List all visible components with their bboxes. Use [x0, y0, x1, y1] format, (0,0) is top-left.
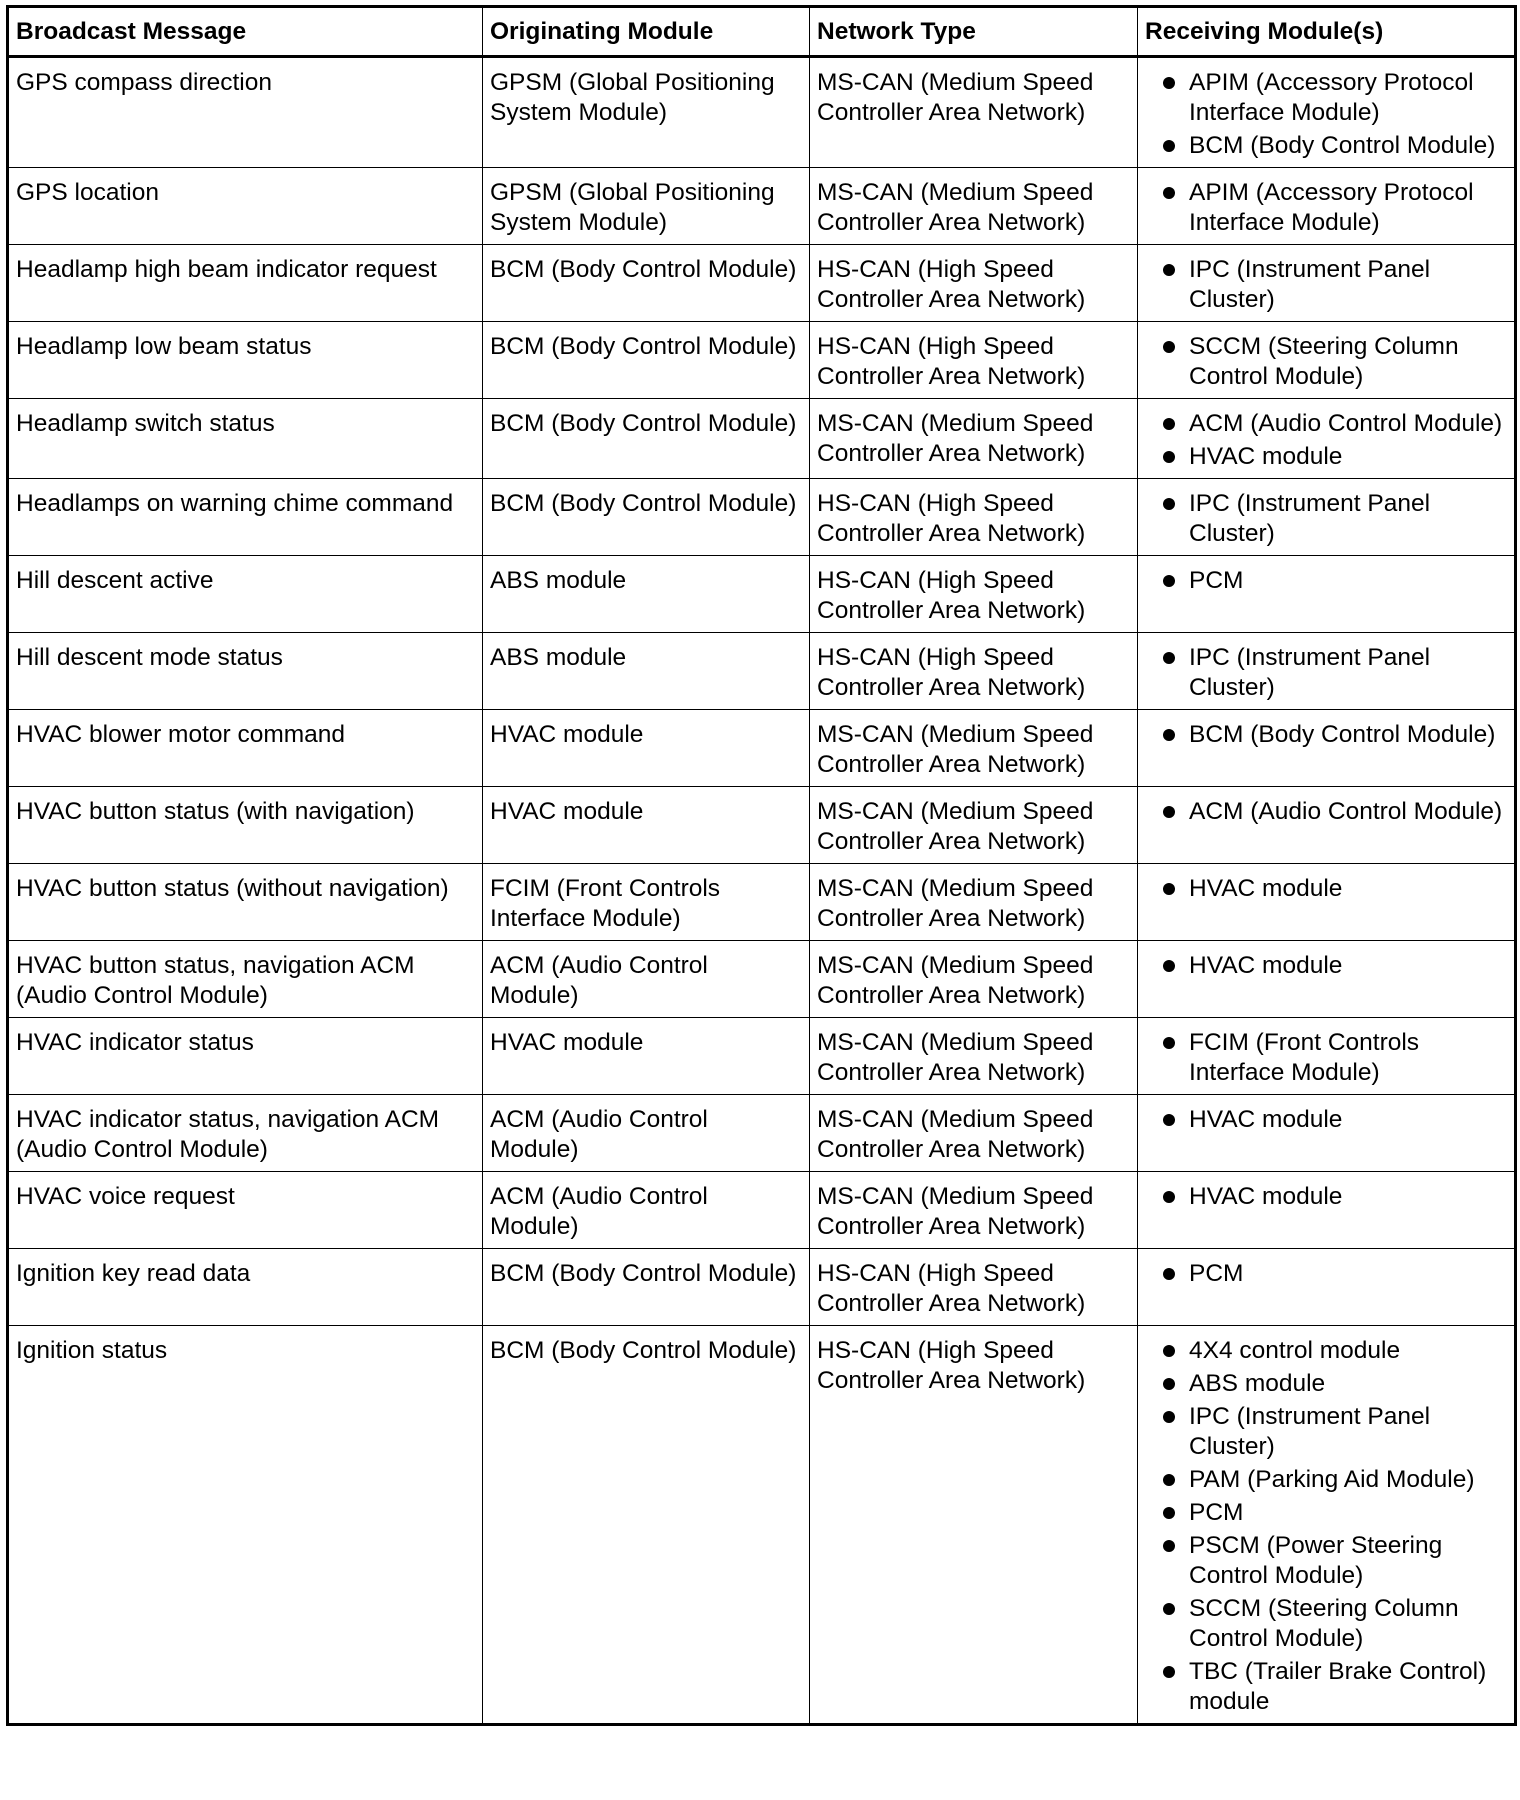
receiving-modules-cell: [1138, 633, 1516, 710]
receiving-modules-cell: [1138, 556, 1516, 633]
network-type-cell: MS-CAN (Medium Speed Controller Area Network): [810, 787, 1138, 864]
receiving-modules-list: [1145, 1028, 1508, 1088]
receiving-module-label: HVAC module: [1189, 443, 1343, 470]
receiving-module-label: PSCM (Power Steering Control Module): [1189, 1532, 1443, 1589]
table-row: [8, 633, 1516, 710]
bullet-icon: [1163, 418, 1175, 430]
receiving-module-label: HVAC module: [1189, 952, 1343, 979]
originating-module-cell: HVAC module: [483, 1018, 810, 1095]
bullet-icon: [1163, 1037, 1175, 1049]
originating-module-cell: GPSM (Global Positioning System Module): [483, 57, 810, 168]
broadcast-message-cell: Ignition key read data: [8, 1249, 483, 1326]
receiving-modules-cell: [1138, 479, 1516, 556]
broadcast-message-cell: HVAC button status, navigation ACM (Audio Control Module): [8, 941, 483, 1018]
receiving-modules-cell: [1138, 168, 1516, 245]
receiving-module-label: BCM (Body Control Module): [1189, 721, 1496, 748]
table-row: [8, 1095, 1516, 1172]
receiving-modules-list: [1145, 178, 1508, 238]
receiving-module-item: [1145, 131, 1508, 161]
receiving-modules-cell: [1138, 1018, 1516, 1095]
receiving-modules-cell: [1138, 1172, 1516, 1249]
receiving-modules-cell: [1138, 322, 1516, 399]
receiving-module-item: [1145, 1402, 1508, 1462]
bullet-icon: [1163, 652, 1175, 664]
table-row: [8, 941, 1516, 1018]
network-type-cell: MS-CAN (Medium Speed Controller Area Network): [810, 399, 1138, 479]
receiving-module-item: [1145, 255, 1508, 315]
receiving-module-label: PCM: [1189, 567, 1244, 594]
broadcast-message-cell: Hill descent mode status: [8, 633, 483, 710]
bullet-icon: [1163, 187, 1175, 199]
receiving-module-label: PCM: [1189, 1260, 1244, 1287]
broadcast-message-cell: Headlamp switch status: [8, 399, 483, 479]
network-type-cell: MS-CAN (Medium Speed Controller Area Network): [810, 710, 1138, 787]
receiving-modules-cell: [1138, 1326, 1516, 1725]
receiving-module-item: [1145, 566, 1508, 596]
header-network-type: Network Type: [810, 7, 1138, 57]
broadcast-message-cell: Headlamp high beam indicator request: [8, 245, 483, 322]
broadcast-message-cell: GPS location: [8, 168, 483, 245]
table-row: [8, 245, 1516, 322]
originating-module-cell: HVAC module: [483, 710, 810, 787]
receiving-modules-cell: [1138, 1095, 1516, 1172]
network-type-cell: HS-CAN (High Speed Controller Area Network): [810, 1326, 1138, 1725]
receiving-module-item: [1145, 68, 1508, 128]
network-type-cell: MS-CAN (Medium Speed Controller Area Network): [810, 1018, 1138, 1095]
receiving-modules-cell: [1138, 864, 1516, 941]
originating-module-cell: BCM (Body Control Module): [483, 1326, 810, 1725]
receiving-module-label: HVAC module: [1189, 1183, 1343, 1210]
network-type-cell: MS-CAN (Medium Speed Controller Area Network): [810, 864, 1138, 941]
broadcast-message-cell: Headlamp low beam status: [8, 322, 483, 399]
receiving-module-item: [1145, 1465, 1508, 1495]
bullet-icon: [1163, 498, 1175, 510]
receiving-module-item: [1145, 332, 1508, 392]
bullet-icon: [1163, 1666, 1175, 1678]
originating-module-cell: BCM (Body Control Module): [483, 1249, 810, 1326]
table-row: [8, 1172, 1516, 1249]
receiving-module-item: [1145, 951, 1508, 981]
originating-module-cell: BCM (Body Control Module): [483, 399, 810, 479]
receiving-module-item: [1145, 489, 1508, 549]
receiving-module-item: [1145, 874, 1508, 904]
receiving-modules-list: [1145, 68, 1508, 161]
bullet-icon: [1163, 883, 1175, 895]
table-row: [8, 1249, 1516, 1326]
network-type-cell: HS-CAN (High Speed Controller Area Network): [810, 556, 1138, 633]
receiving-modules-cell: [1138, 399, 1516, 479]
receiving-modules-cell: [1138, 710, 1516, 787]
receiving-modules-cell: [1138, 941, 1516, 1018]
network-type-cell: MS-CAN (Medium Speed Controller Area Network): [810, 1172, 1138, 1249]
broadcast-message-cell: Ignition status: [8, 1326, 483, 1725]
receiving-module-item: [1145, 1028, 1508, 1088]
bullet-icon: [1163, 451, 1175, 463]
table-row: [8, 168, 1516, 245]
receiving-modules-list: [1145, 566, 1508, 596]
receiving-module-item: [1145, 1657, 1508, 1717]
network-type-cell: HS-CAN (High Speed Controller Area Network): [810, 633, 1138, 710]
originating-module-cell: ACM (Audio Control Module): [483, 1095, 810, 1172]
network-type-cell: HS-CAN (High Speed Controller Area Network): [810, 245, 1138, 322]
originating-module-cell: ACM (Audio Control Module): [483, 941, 810, 1018]
receiving-modules-list: [1145, 489, 1508, 549]
bullet-icon: [1163, 1268, 1175, 1280]
originating-module-cell: BCM (Body Control Module): [483, 322, 810, 399]
receiving-module-label: ACM (Audio Control Module): [1189, 798, 1503, 825]
network-type-cell: MS-CAN (Medium Speed Controller Area Network): [810, 941, 1138, 1018]
bullet-icon: [1163, 1114, 1175, 1126]
bullet-icon: [1163, 1378, 1175, 1390]
receiving-modules-list: [1145, 1336, 1508, 1717]
table-row: [8, 864, 1516, 941]
bullet-icon: [1163, 341, 1175, 353]
table-row: [8, 1018, 1516, 1095]
bullet-icon: [1163, 806, 1175, 818]
receiving-module-label: ABS module: [1189, 1370, 1326, 1397]
receiving-modules-list: [1145, 720, 1508, 750]
receiving-module-label: HVAC module: [1189, 1106, 1343, 1133]
receiving-module-label: IPC (Instrument Panel Cluster): [1189, 256, 1431, 313]
receiving-module-label: IPC (Instrument Panel Cluster): [1189, 1403, 1431, 1460]
receiving-modules-list: [1145, 797, 1508, 827]
broadcast-message-cell: HVAC indicator status: [8, 1018, 483, 1095]
receiving-module-label: 4X4 control module: [1189, 1337, 1401, 1364]
receiving-module-label: PAM (Parking Aid Module): [1189, 1466, 1475, 1493]
receiving-modules-cell: [1138, 245, 1516, 322]
receiving-modules-list: [1145, 874, 1508, 904]
table-body: [8, 57, 1516, 1725]
receiving-module-label: IPC (Instrument Panel Cluster): [1189, 490, 1431, 547]
table-row: [8, 710, 1516, 787]
network-type-cell: HS-CAN (High Speed Controller Area Network): [810, 1249, 1138, 1326]
receiving-modules-list: [1145, 1182, 1508, 1212]
receiving-module-label: FCIM (Front Controls Interface Module): [1189, 1029, 1420, 1086]
bullet-icon: [1163, 77, 1175, 89]
receiving-module-item: [1145, 1259, 1508, 1289]
network-type-cell: HS-CAN (High Speed Controller Area Network): [810, 479, 1138, 556]
receiving-modules-list: [1145, 409, 1508, 472]
header-receiving-modules: Receiving Module(s): [1138, 7, 1516, 57]
receiving-modules-cell: [1138, 57, 1516, 168]
bullet-icon: [1163, 1345, 1175, 1357]
broadcast-message-cell: HVAC blower motor command: [8, 710, 483, 787]
table-row: [8, 1326, 1516, 1725]
receiving-modules-cell: [1138, 1249, 1516, 1326]
broadcast-message-cell: HVAC button status (with navigation): [8, 787, 483, 864]
bullet-icon: [1163, 960, 1175, 972]
receiving-module-label: SCCM (Steering Column Control Module): [1189, 1595, 1459, 1652]
originating-module-cell: GPSM (Global Positioning System Module): [483, 168, 810, 245]
bullet-icon: [1163, 575, 1175, 587]
table-row: [8, 399, 1516, 479]
receiving-module-item: [1145, 1182, 1508, 1212]
receiving-module-label: BCM (Body Control Module): [1189, 132, 1496, 159]
receiving-module-item: [1145, 1336, 1508, 1366]
network-type-cell: MS-CAN (Medium Speed Controller Area Network): [810, 57, 1138, 168]
receiving-modules-list: [1145, 332, 1508, 392]
bullet-icon: [1163, 140, 1175, 152]
receiving-module-item: [1145, 1498, 1508, 1528]
header-broadcast-message: Broadcast Message: [8, 7, 483, 57]
originating-module-cell: ABS module: [483, 556, 810, 633]
receiving-module-item: [1145, 409, 1508, 439]
receiving-module-label: APIM (Accessory Protocol Interface Module): [1189, 69, 1474, 126]
receiving-module-item: [1145, 1594, 1508, 1654]
originating-module-cell: HVAC module: [483, 787, 810, 864]
receiving-modules-list: [1145, 255, 1508, 315]
receiving-module-label: TBC (Trailer Brake Control) module: [1189, 1658, 1487, 1715]
originating-module-cell: FCIM (Front Controls Interface Module): [483, 864, 810, 941]
receiving-modules-cell: [1138, 787, 1516, 864]
broadcast-message-cell: HVAC voice request: [8, 1172, 483, 1249]
receiving-module-item: [1145, 1105, 1508, 1135]
broadcast-message-cell: HVAC indicator status, navigation ACM (Audio Control Module): [8, 1095, 483, 1172]
receiving-module-label: APIM (Accessory Protocol Interface Module): [1189, 179, 1474, 236]
broadcast-message-table: [6, 5, 1517, 1726]
originating-module-cell: ACM (Audio Control Module): [483, 1172, 810, 1249]
network-type-cell: MS-CAN (Medium Speed Controller Area Network): [810, 1095, 1138, 1172]
receiving-module-item: [1145, 442, 1508, 472]
bullet-icon: [1163, 264, 1175, 276]
broadcast-message-cell: GPS compass direction: [8, 57, 483, 168]
network-type-cell: MS-CAN (Medium Speed Controller Area Network): [810, 168, 1138, 245]
receiving-modules-list: [1145, 643, 1508, 703]
originating-module-cell: BCM (Body Control Module): [483, 245, 810, 322]
receiving-module-label: SCCM (Steering Column Control Module): [1189, 333, 1459, 390]
bullet-icon: [1163, 1603, 1175, 1615]
bullet-icon: [1163, 729, 1175, 741]
network-type-cell: HS-CAN (High Speed Controller Area Network): [810, 322, 1138, 399]
bullet-icon: [1163, 1507, 1175, 1519]
receiving-modules-list: [1145, 951, 1508, 981]
receiving-modules-list: [1145, 1259, 1508, 1289]
receiving-module-label: IPC (Instrument Panel Cluster): [1189, 644, 1431, 701]
broadcast-message-cell: Hill descent active: [8, 556, 483, 633]
receiving-module-label: ACM (Audio Control Module): [1189, 410, 1503, 437]
bullet-icon: [1163, 1191, 1175, 1203]
receiving-module-item: [1145, 720, 1508, 750]
table-row: [8, 479, 1516, 556]
bullet-icon: [1163, 1474, 1175, 1486]
receiving-module-item: [1145, 797, 1508, 827]
receiving-module-item: [1145, 1531, 1508, 1591]
table-row: [8, 57, 1516, 168]
receiving-module-item: [1145, 178, 1508, 238]
table-row: [8, 787, 1516, 864]
receiving-module-label: PCM: [1189, 1499, 1244, 1526]
broadcast-message-cell: HVAC button status (without navigation): [8, 864, 483, 941]
broadcast-message-cell: Headlamps on warning chime command: [8, 479, 483, 556]
receiving-module-item: [1145, 643, 1508, 703]
bullet-icon: [1163, 1540, 1175, 1552]
receiving-module-item: [1145, 1369, 1508, 1399]
table-row: [8, 322, 1516, 399]
receiving-modules-list: [1145, 1105, 1508, 1135]
table-header-row: [8, 7, 1516, 57]
table-row: [8, 556, 1516, 633]
receiving-module-label: HVAC module: [1189, 875, 1343, 902]
originating-module-cell: ABS module: [483, 633, 810, 710]
header-originating-module: Originating Module: [483, 7, 810, 57]
originating-module-cell: BCM (Body Control Module): [483, 479, 810, 556]
bullet-icon: [1163, 1411, 1175, 1423]
